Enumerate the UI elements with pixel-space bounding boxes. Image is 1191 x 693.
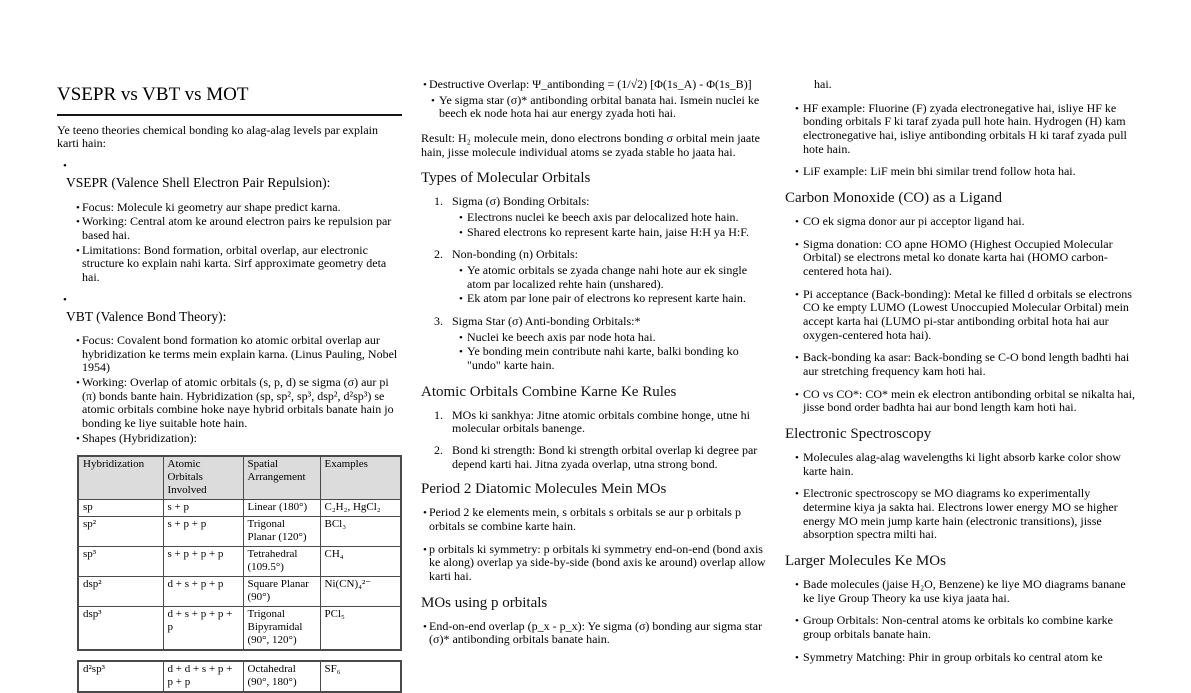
table-header-cell: Spatial Arrangement xyxy=(243,456,320,499)
bullet-marker: • xyxy=(795,166,799,179)
bullet-marker: • xyxy=(76,432,80,445)
bullet-text: Ye atomic orbitals se zyada change nahi hote aur ek single atom par localized rehte hain (unshared). xyxy=(467,263,748,291)
bullet-marker: • xyxy=(795,651,799,664)
bullet-text: Bade molecules (jaise H₂O, Benzene) ke liye MO diagrams banane ke liye Group Theory ka use kiya jaata hai. xyxy=(803,577,1126,605)
table-cell: d + s + p + p + p xyxy=(163,606,243,649)
bullet-text: Back-bonding ka asar: Back-bonding se C-O bond length badhti hai aur stretching frequency kam hoti hai. xyxy=(803,350,1130,379)
bullet-item xyxy=(431,94,770,121)
numbered-list xyxy=(434,409,770,472)
table-row xyxy=(78,547,401,577)
bullet-item xyxy=(459,211,770,225)
item-text: Sigma (σ) Bonding Orbitals: • Electrons nuclei ke beech axis par delocalized hote hain. • Shared electrons ko represent karte hain, jaise H:H ya H:F. xyxy=(452,195,770,240)
bullet-text: Working: Overlap of atomic orbitals (s, p, d) se sigma (σ) aur pi (π) bonds bante hain. Hybridization (sp, sp², sp³, dsp², d²sp³) se atomic orbitals combine hoke naye hybrid orbitals banate hain jo bonding ke liye suitable hote hain. xyxy=(82,374,394,430)
document-title: VSEPR vs VBT vs MOT xyxy=(57,84,402,116)
bullet-list xyxy=(423,506,770,583)
bullet-text: Shapes (Hybridization): xyxy=(82,430,197,445)
hybridization-table xyxy=(77,660,402,693)
table-cell: SF₆ xyxy=(320,661,401,692)
bullet-marker: • xyxy=(459,293,463,306)
bullet-list xyxy=(795,578,1135,664)
bullet-marker: • xyxy=(795,388,799,401)
bullet-text: End-on-end overlap (p_x - p_x): Ye sigma (σ) bonding aur sigma star (σ)* antibonding orbitals banate hain. xyxy=(429,618,763,647)
bullet-text: Electrons nuclei ke beech axis par delocalized hote hain. xyxy=(467,210,739,225)
bullet-marker: • xyxy=(423,543,427,556)
bullet-text: Working: Central atom ke around electron pairs ke repulsion par based hai. xyxy=(82,214,392,242)
sub-bullet-list xyxy=(459,331,770,373)
sub-heading: VBT (Valence Bond Theory): xyxy=(66,308,227,324)
bullet-text: Symmetry Matching: Phir in group orbitals ko central atom ke xyxy=(803,649,1103,664)
bullet-text: Molecules alag-alag wavelengths ki light absorb karke color show karte hain. xyxy=(803,450,1121,478)
item-text: Sigma Star (σ) Anti-bonding Orbitals:* • Nuclei ke beech axis par node hota hai. • Ye bonding mein contribute nahi karte, balki bonding ko "undo" karte hain. xyxy=(452,315,770,374)
bullet-item xyxy=(76,376,402,431)
bullet-marker: • xyxy=(795,579,799,592)
table-cell: Octahedral (90°, 180°) xyxy=(243,661,320,692)
bullet-item xyxy=(795,651,1135,665)
bullet-marker: • xyxy=(76,334,80,347)
numbered-list xyxy=(434,195,770,373)
bullet-marker: • xyxy=(431,94,435,107)
bullet-marker: • xyxy=(76,201,80,214)
item-number: 2. xyxy=(434,443,443,458)
bullet-text: Electronic spectroscopy se MO diagrams ko experimentally determine kiya ja sakta hai. Electrons lower energy MO se higher energy MO mein jump karte hain (electronic transitions), jisse absorption spectra milti hai. xyxy=(803,486,1118,542)
bullet-marker: • xyxy=(423,507,427,520)
bullet-text: Period 2 ke elements mein, s orbitals s orbitals se aur p orbitals p orbitals se combine karte hain. xyxy=(429,505,741,534)
bullet-text: Pi acceptance (Back-bonding): Metal ke filled d orbitals se electrons CO ke empty LUMO (Lowest Unoccupied Molecular Orbital) mein accept karta hai (LUMO pi-star antibonding orbital hota hai aur oxygen-centered hota hai). xyxy=(803,286,1132,342)
bullet-item xyxy=(76,432,402,446)
bullet-item xyxy=(423,543,770,584)
table-cell: C₂H₂, HgCl₂ xyxy=(320,500,401,517)
section-heading: MOs using p orbitals xyxy=(421,594,548,611)
bullet-list xyxy=(795,451,1135,542)
bullet-marker: • xyxy=(459,226,463,239)
bullet-text: Limitations: Bond formation, orbital overlap, aur electronic structure ko explain nahi karta. Sirf approximate geometry deta hai. xyxy=(82,242,387,284)
table-row xyxy=(78,577,401,607)
bullet-list xyxy=(795,102,1135,179)
numbered-item xyxy=(434,195,770,240)
bullet-text: CO ek sigma donor aur pi acceptor ligand hai. xyxy=(803,214,1025,229)
table-cell: BCl₃ xyxy=(320,517,401,547)
table-cell: sp² xyxy=(78,517,163,547)
bullet-list xyxy=(76,334,402,445)
bullet-marker: • xyxy=(795,615,799,628)
table-row xyxy=(78,500,401,517)
bullet-item xyxy=(795,288,1135,343)
bullet-item xyxy=(459,292,770,306)
table-cell: dsp³ xyxy=(78,606,163,649)
item-number: 2. xyxy=(434,247,443,262)
table-cell: Trigonal Bipyramidal (90°, 120°) xyxy=(243,606,320,649)
table-cell: dsp² xyxy=(78,577,163,607)
document-column-left xyxy=(57,84,402,693)
document-column-right xyxy=(785,78,1135,674)
bullet-marker: • xyxy=(459,212,463,225)
bullet-item xyxy=(795,451,1135,478)
paragraph-continuation: hai. xyxy=(814,77,832,91)
bullet-marker: • xyxy=(795,216,799,229)
bullet-text: Focus: Molecule ki geometry aur shape predict karna. xyxy=(82,199,341,214)
section-heading: Types of Molecular Orbitals xyxy=(421,170,591,187)
bullet-text: Nuclei ke beech axis par node hota hai. xyxy=(467,329,656,344)
sub-bullet-list xyxy=(459,264,770,306)
table-cell: sp³ xyxy=(78,547,163,577)
bullet-marker: • xyxy=(459,346,463,359)
bullet-marker: • xyxy=(76,244,80,257)
bullet-text: CO vs CO*: CO* mein ek electron antibonding orbital se nikalta hai, jisse bond order badhta hai aur bond length kam hoti hai. xyxy=(803,386,1135,415)
bullet-item xyxy=(795,215,1135,229)
bullet-item xyxy=(459,345,770,372)
bullet-marker: • xyxy=(63,293,67,306)
bullet-list xyxy=(423,620,770,647)
bullet-item xyxy=(76,244,402,285)
bullet-marker: • xyxy=(795,488,799,501)
table-cell: Square Planar (90°) xyxy=(243,577,320,607)
bullet-item xyxy=(423,506,770,533)
item-text: Bond ki strength: Bond ki strength orbital overlap ki degree par depend karti hai. Jitna zyada overlap, utna strong bond. xyxy=(452,443,758,471)
bullet-marker: • xyxy=(459,331,463,344)
table-header-row xyxy=(78,456,401,499)
bullet-item xyxy=(423,78,770,122)
bullet-item xyxy=(459,264,770,291)
bullet-marker: • xyxy=(795,352,799,365)
section-heading: Carbon Monoxide (CO) as a Ligand xyxy=(785,190,1003,207)
sub-bullet-list xyxy=(431,94,770,121)
bullet-text: Destructive Overlap: Ψ_antibonding = (1/√2) [Φ(1s_A) - Φ(1s_B)] • Ye sigma star (σ)* antibonding orbital banata hai. Ismein nuclei ke beech ek node hota hai aur energy zyada hoti hai. xyxy=(429,78,770,122)
bullet-item xyxy=(795,614,1135,641)
sub-heading: VSEPR (Valence Shell Electron Pair Repulsion): xyxy=(66,175,331,191)
table-row xyxy=(78,606,401,649)
bullet-item xyxy=(795,165,1135,179)
item-number: 1. xyxy=(434,194,443,209)
item-text: MOs ki sankhya: Jitne atomic orbitals combine honge, utne hi molecular orbitals banenge. xyxy=(452,407,750,436)
table-row xyxy=(78,661,401,692)
table-cell: Ni(CN)₄²⁻ xyxy=(320,577,401,607)
numbered-item xyxy=(434,409,770,436)
bullet-text: Group Orbitals: Non-central atoms ke orbitals ko combine karke group orbitals banate hain. xyxy=(803,613,1113,642)
bullet-item xyxy=(459,226,770,240)
bullet-item xyxy=(423,620,770,647)
bullet-text: Focus: Covalent bond formation ko atomic orbital overlap aur hybridization ke terms mein explain karna. (Linus Pauling, Nobel 1954) xyxy=(82,332,398,375)
bullet-item xyxy=(76,334,402,375)
item-number: 3. xyxy=(434,314,443,329)
bullet-item xyxy=(76,215,402,242)
item-number: 1. xyxy=(434,407,443,422)
bullet-marker: • xyxy=(76,216,80,229)
bullet-marker: • xyxy=(459,265,463,278)
bullet-text: Ye sigma star (σ)* antibonding orbital banata hai. Ismein nuclei ke beech ek node hota hai aur energy zyada hoti hai. xyxy=(439,92,760,121)
bullet-marker: • xyxy=(423,79,427,91)
table-cell: d + d + s + p + p + p xyxy=(163,661,243,692)
section-heading: Larger Molecules Ke MOs xyxy=(785,553,946,570)
section-heading: Period 2 Diatomic Molecules Mein MOs xyxy=(421,481,667,498)
bullet-marker: • xyxy=(795,288,799,301)
table-cell: d + s + p + p xyxy=(163,577,243,607)
bullet-item xyxy=(76,201,402,215)
sub-bullet-list xyxy=(459,211,770,239)
table-cell: Trigonal Planar (120°) xyxy=(243,517,320,547)
bullet-text: Shared electrons ko represent karte hain, jaise H:H ya H:F. xyxy=(467,224,749,239)
bullet-text: Ye bonding mein contribute nahi karte, balki bonding ko "undo" karte hain. xyxy=(467,344,739,373)
bullet-text: Sigma donation: CO apne HOMO (Highest Occupied Molecular Orbital) se electrons metal ko donate karta hai (HOMO carbon-centered hota hai). xyxy=(803,236,1113,279)
item-text: Non-bonding (n) Orbitals: • Ye atomic orbitals se zyada change nahi hote aur ek single atom par localized rehte hain (unshared). • Ek atom par lone pair of electrons ko represent karte hain. xyxy=(452,248,770,307)
bullet-list xyxy=(423,78,770,122)
bullet-marker: • xyxy=(63,160,67,173)
bullet-item xyxy=(795,102,1135,157)
table-cell: d²sp³ xyxy=(78,661,163,692)
bullet-item xyxy=(795,238,1135,279)
table-cell: s + p + p xyxy=(163,517,243,547)
bullet-text: p orbitals ki symmetry: p orbitals ki symmetry end-on-end (bond axis ke along) overlap ya side-by-side (bond axis ke around) overlap allow karti hai. xyxy=(429,541,766,584)
section-heading: Atomic Orbitals Combine Karne Ke Rules xyxy=(421,383,677,400)
bullet-item xyxy=(795,487,1135,542)
bullet-item xyxy=(795,388,1135,415)
bullet-marker: • xyxy=(423,620,427,633)
bullet-item xyxy=(795,351,1135,378)
document-column-middle xyxy=(421,78,770,657)
bullet-marker: • xyxy=(795,452,799,465)
bullet-list xyxy=(795,215,1135,415)
hybridization-table xyxy=(77,455,402,651)
paragraph: Result: H₂ molecule mein, dono electrons bonding σ orbital mein jaate hain, jisse molecule individual atoms se zyada stable ho jaata hai. xyxy=(421,131,760,159)
bullet-list xyxy=(76,201,402,285)
table-header-cell: Hybridization xyxy=(78,456,163,499)
bullet-marker: • xyxy=(795,102,799,115)
table-cell: Tetrahedral (109.5°) xyxy=(243,547,320,577)
table-cell: sp xyxy=(78,500,163,517)
bullet-marker: • xyxy=(795,238,799,251)
table-cell: Linear (180°) xyxy=(243,500,320,517)
table-cell: CH₄ xyxy=(320,547,401,577)
bullet-text: HF example: Fluorine (F) zyada electronegative hai, isliye HF ke bonding orbitals F ki taraf zyada pull hote hain. Hydrogen (H) kam electronegative hai, isliye antibonding orbitals H ki taraf zyada pull hote hain. xyxy=(803,100,1127,156)
table-header-cell: Atomic Orbitals Involved xyxy=(163,456,243,499)
numbered-item xyxy=(434,444,770,471)
bullet-marker: • xyxy=(76,376,80,389)
paragraph: Ye teeno theories chemical bonding ko alag-alag levels par explain karti hain: xyxy=(57,122,379,151)
bullet-text: LiF example: LiF mein bhi similar trend follow hota hai. xyxy=(803,164,1076,179)
section-heading: Electronic Spectroscopy xyxy=(785,426,932,443)
table-cell: PCl₅ xyxy=(320,606,401,649)
bullet-item xyxy=(459,331,770,345)
numbered-item xyxy=(434,248,770,307)
numbered-item xyxy=(434,315,770,374)
bullet-item xyxy=(795,578,1135,605)
bullet-text: Ek atom par lone pair of electrons ko represent karte hain. xyxy=(467,291,746,306)
table-header-cell: Examples xyxy=(320,456,401,499)
table-cell: s + p xyxy=(163,500,243,517)
table-row xyxy=(78,517,401,547)
table-cell: s + p + p + p xyxy=(163,547,243,577)
